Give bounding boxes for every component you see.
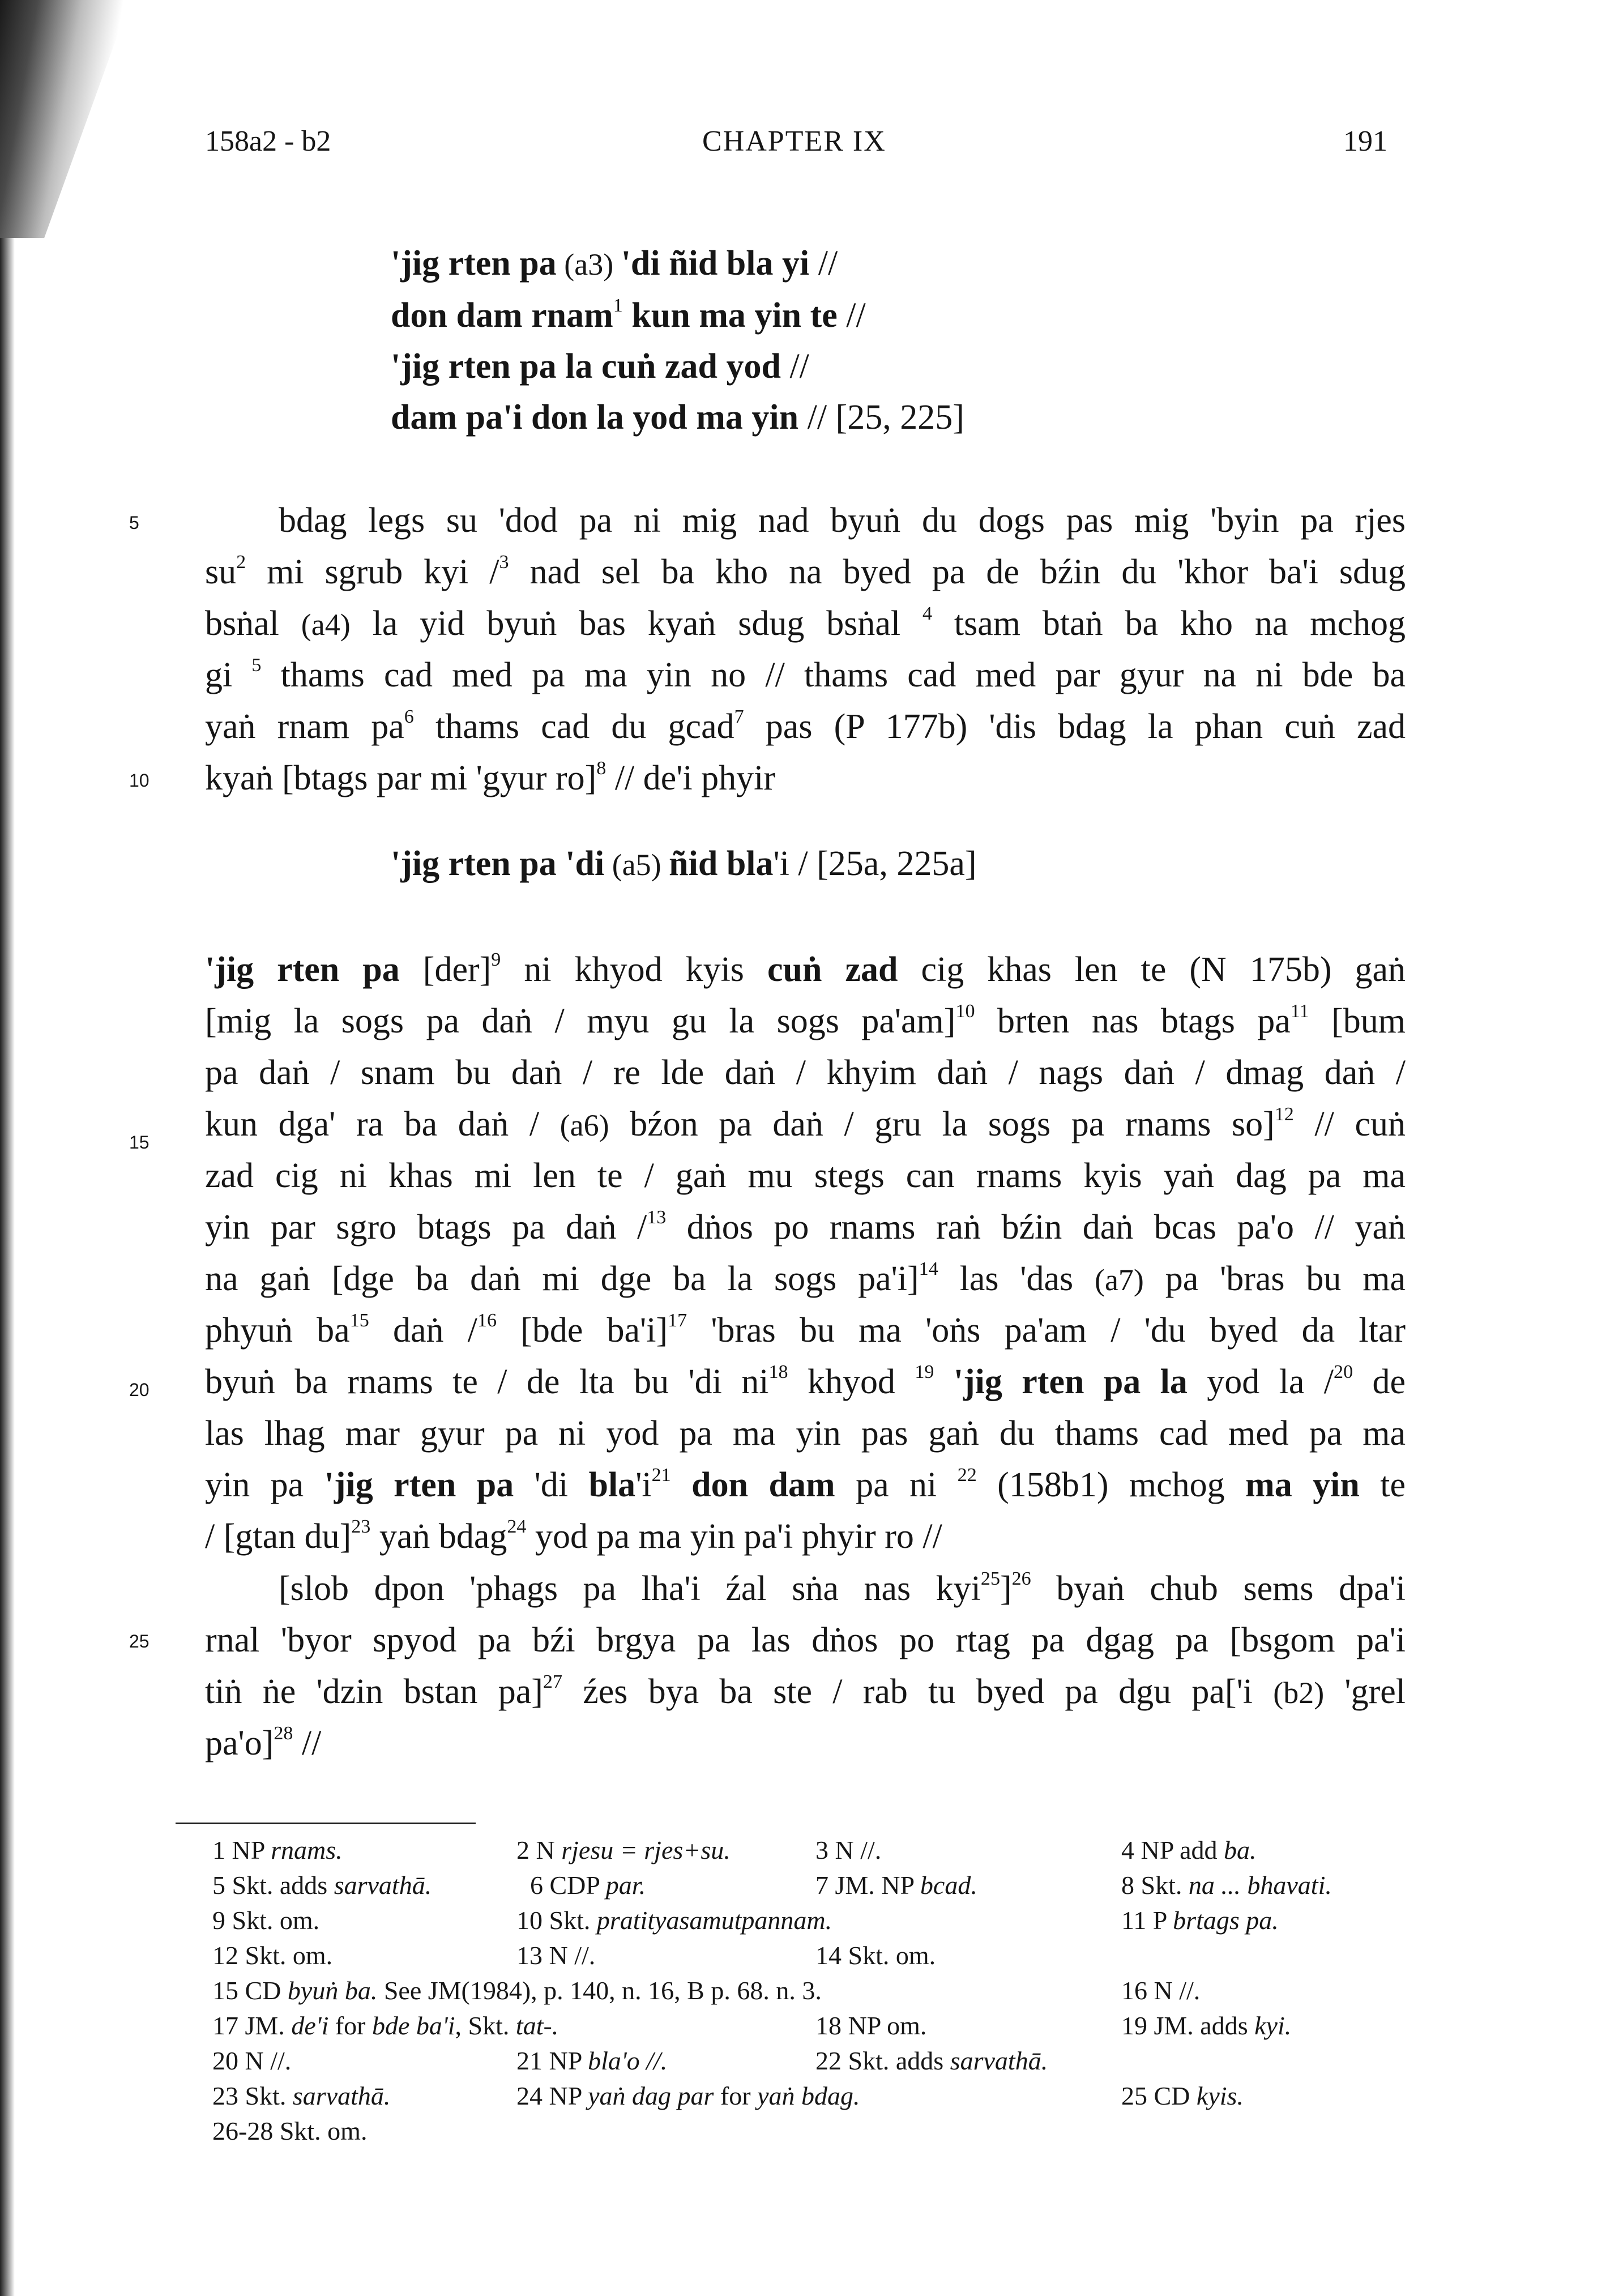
text-line: yin par sgro btags pa daṅ /$^{13}$ dṅos po rnams raṅ bźin daṅ bcas pa'o // yaṅ [205, 1207, 1406, 1247]
line-number: 20 [129, 1380, 150, 1400]
verse-single: 'jig rten pa 'di (a5) ñid bla'i / [25a, 225a] [391, 844, 977, 883]
text-line: bdag legs su 'dod pa ni mig nad byuṅ du dogs pas mig 'byin pa rjes [279, 501, 1406, 540]
footnote: 9 Skt. om. [212, 1906, 320, 1935]
footnote: 11 P brtags pa. [1121, 1906, 1279, 1935]
line-number: 15 [129, 1132, 150, 1153]
line-number: 5 [129, 513, 139, 533]
footnote: 10 Skt. pratityasamutpannam. [516, 1906, 832, 1935]
page-edge-shadow [0, 238, 15, 2296]
running-header-folio: 158a2 - b2 [205, 125, 331, 157]
footnote: 19 JM. adds kyi. [1121, 2011, 1292, 2040]
line-number: 10 [129, 770, 150, 791]
footnote: 14 Skt. om. [815, 1941, 936, 1970]
book-spine-shadow [0, 0, 130, 238]
footnote: 5 Skt. adds sarvathā. [212, 1871, 432, 1900]
footnote: 15 CD byuṅ ba. See JM(1984), p. 140, n. 16, B p. 68. n. 3. [212, 1976, 822, 2005]
verse-block [391, 238, 964, 443]
text-line: na gaṅ [dge ba daṅ mi dge ba la sogs pa'i]$^{14}$ las 'das (a7) pa 'bras bu ma [205, 1258, 1406, 1298]
footnote: 18 NP om. [815, 2011, 927, 2040]
text-line: yin pa 'jig rten pa 'di $bla'i^{21}$ don dam pa ni $^{22}$ (158b1) mchog ma yin te [205, 1465, 1406, 1504]
text-line: [slob dpon 'phags pa lha'i źal sṅa nas kyi$^{25}$]$^{26}$ byaṅ chub sems dpa'i [279, 1568, 1406, 1608]
footnote: 2 N rjesu = rjes+su. [516, 1836, 731, 1864]
colophon-paragraph [205, 1563, 1406, 1769]
running-header-chapter: CHAPTER IX [702, 125, 886, 157]
text-line: [mig la sogs pa daṅ / myu gu la sogs pa'am]$^{10}$ brten nas btags $pa^{11}$ [bum [205, 1001, 1406, 1040]
footnote: 4 NP add ba. [1121, 1836, 1257, 1864]
footnote: 16 N //. [1121, 1976, 1201, 2005]
commentary-paragraph-2 [205, 944, 1406, 1563]
footnote: 1 NP rnams. [212, 1836, 343, 1864]
verse-line: 'jig rten pa (a3) 'di ñid bla yi // [391, 244, 838, 283]
commentary-paragraph-1 [205, 495, 1406, 804]
text-line: kun dga' ra ba daṅ / (a6) bźon pa daṅ / gru la sogs pa rnams so]$^{12}$ // cuṅ [205, 1104, 1406, 1143]
footnote-rule [176, 1823, 476, 1824]
footnote: 25 CD kyis. [1121, 2081, 1244, 2110]
text-line: kyaṅ [btags par mi 'gyur ro]$^8$ // de'i phyir [205, 758, 776, 797]
footnote: 7 JM. NP bcad. [815, 1871, 977, 1900]
verse-line: 'jig rten pa la cuṅ zad yod // [391, 347, 809, 386]
text-line: pa daṅ / snam bu daṅ / re lde daṅ / khyim daṅ / nags daṅ / dmag daṅ / [205, 1053, 1406, 1092]
text-line: tiṅ ṅe 'dzin bstan pa]$^{27}$ źes bya ba ste / rab tu byed pa dgu pa['i (b2) 'grel [205, 1671, 1406, 1711]
footnote: 22 Skt. adds sarvathā. [815, 2046, 1048, 2075]
page-number: 191 [1343, 125, 1387, 157]
footnote: 23 Skt. sarvathā. [212, 2081, 391, 2110]
footnote: 24 NP yaṅ dag par for yaṅ bdag. [516, 2081, 860, 2110]
footnote: 3 N //. [815, 1836, 882, 1864]
text-line: pa'o]$^{28}$ // [205, 1723, 322, 1762]
text-line: rnal 'byor spyod pa bźi brgya pa las dṅos po rtag pa dgag pa [bsgom pa'i [205, 1621, 1406, 1659]
text-line: / [gtan du]$^{23}$ yaṅ bdag$^{24}$ yod pa ma yin pa'i phyir ro // [205, 1516, 942, 1556]
text-line: zad cig ni khas mi len te / gaṅ mu stegs can rnams kyis yaṅ dag pa ma [205, 1156, 1406, 1195]
footnote: 13 N //. [516, 1941, 596, 1970]
text-line: phyuṅ $ba^{15}$ daṅ /$^{16}$ [bde ba'i]$^{17}$ 'bras bu ma 'oṅs pa'am / 'du byed da ltar [205, 1310, 1406, 1350]
footnote: 20 N //. [212, 2046, 292, 2075]
footnote: 21 NP bla'o //. [516, 2046, 668, 2075]
footnote: 12 Skt. om. [212, 1941, 333, 1970]
text-line: yaṅ rnam $pa^6$ thams cad du gcad$^7$ pas (P 177b) 'dis bdag la phan cuṅ zad [205, 706, 1406, 746]
text-line: byuṅ ba rnams te / de lta bu 'di $ni^{18}$ khyod $^{19}$ 'jig rten pa la yod la /$^{20}$ de [205, 1362, 1406, 1401]
verse-line: dam pa'i don la yod ma yin // [25, 225] [391, 398, 964, 437]
text-line: gi $^5$ thams cad med pa ma yin no // thams cad med par gyur na ni bde ba [205, 655, 1406, 694]
footnote: 26-28 Skt. om. [212, 2116, 368, 2145]
line-number: 25 [129, 1631, 150, 1651]
text-line: bsṅal (a4) la yid byuṅ bas kyaṅ sdug bsṅal $^4$ tsam btaṅ ba kho na mchog [205, 603, 1406, 643]
verse-line: don dam rnam$^1$ kun ma yin te // [391, 295, 866, 335]
footnote: 8 Skt. na ... bhavati. [1121, 1871, 1332, 1900]
text-line: $su^2$ mi sgrub kyi /$^3$ nad sel ba kho na byed pa de bźin du 'khor ba'i sdug [205, 552, 1406, 591]
footnote: 6 CDP par. [530, 1871, 646, 1900]
footnote: 17 JM. de'i for bde ba'i, Skt. tat-. [212, 2011, 559, 2040]
text-line: las lhag mar gyur pa ni yod pa ma yin pas gaṅ du thams cad med pa ma [205, 1414, 1406, 1453]
text-line: 'jig rten pa [der]$^9$ ni khyod kyis cuṅ zad cig khas len te (N 175b) gaṅ [205, 949, 1406, 989]
